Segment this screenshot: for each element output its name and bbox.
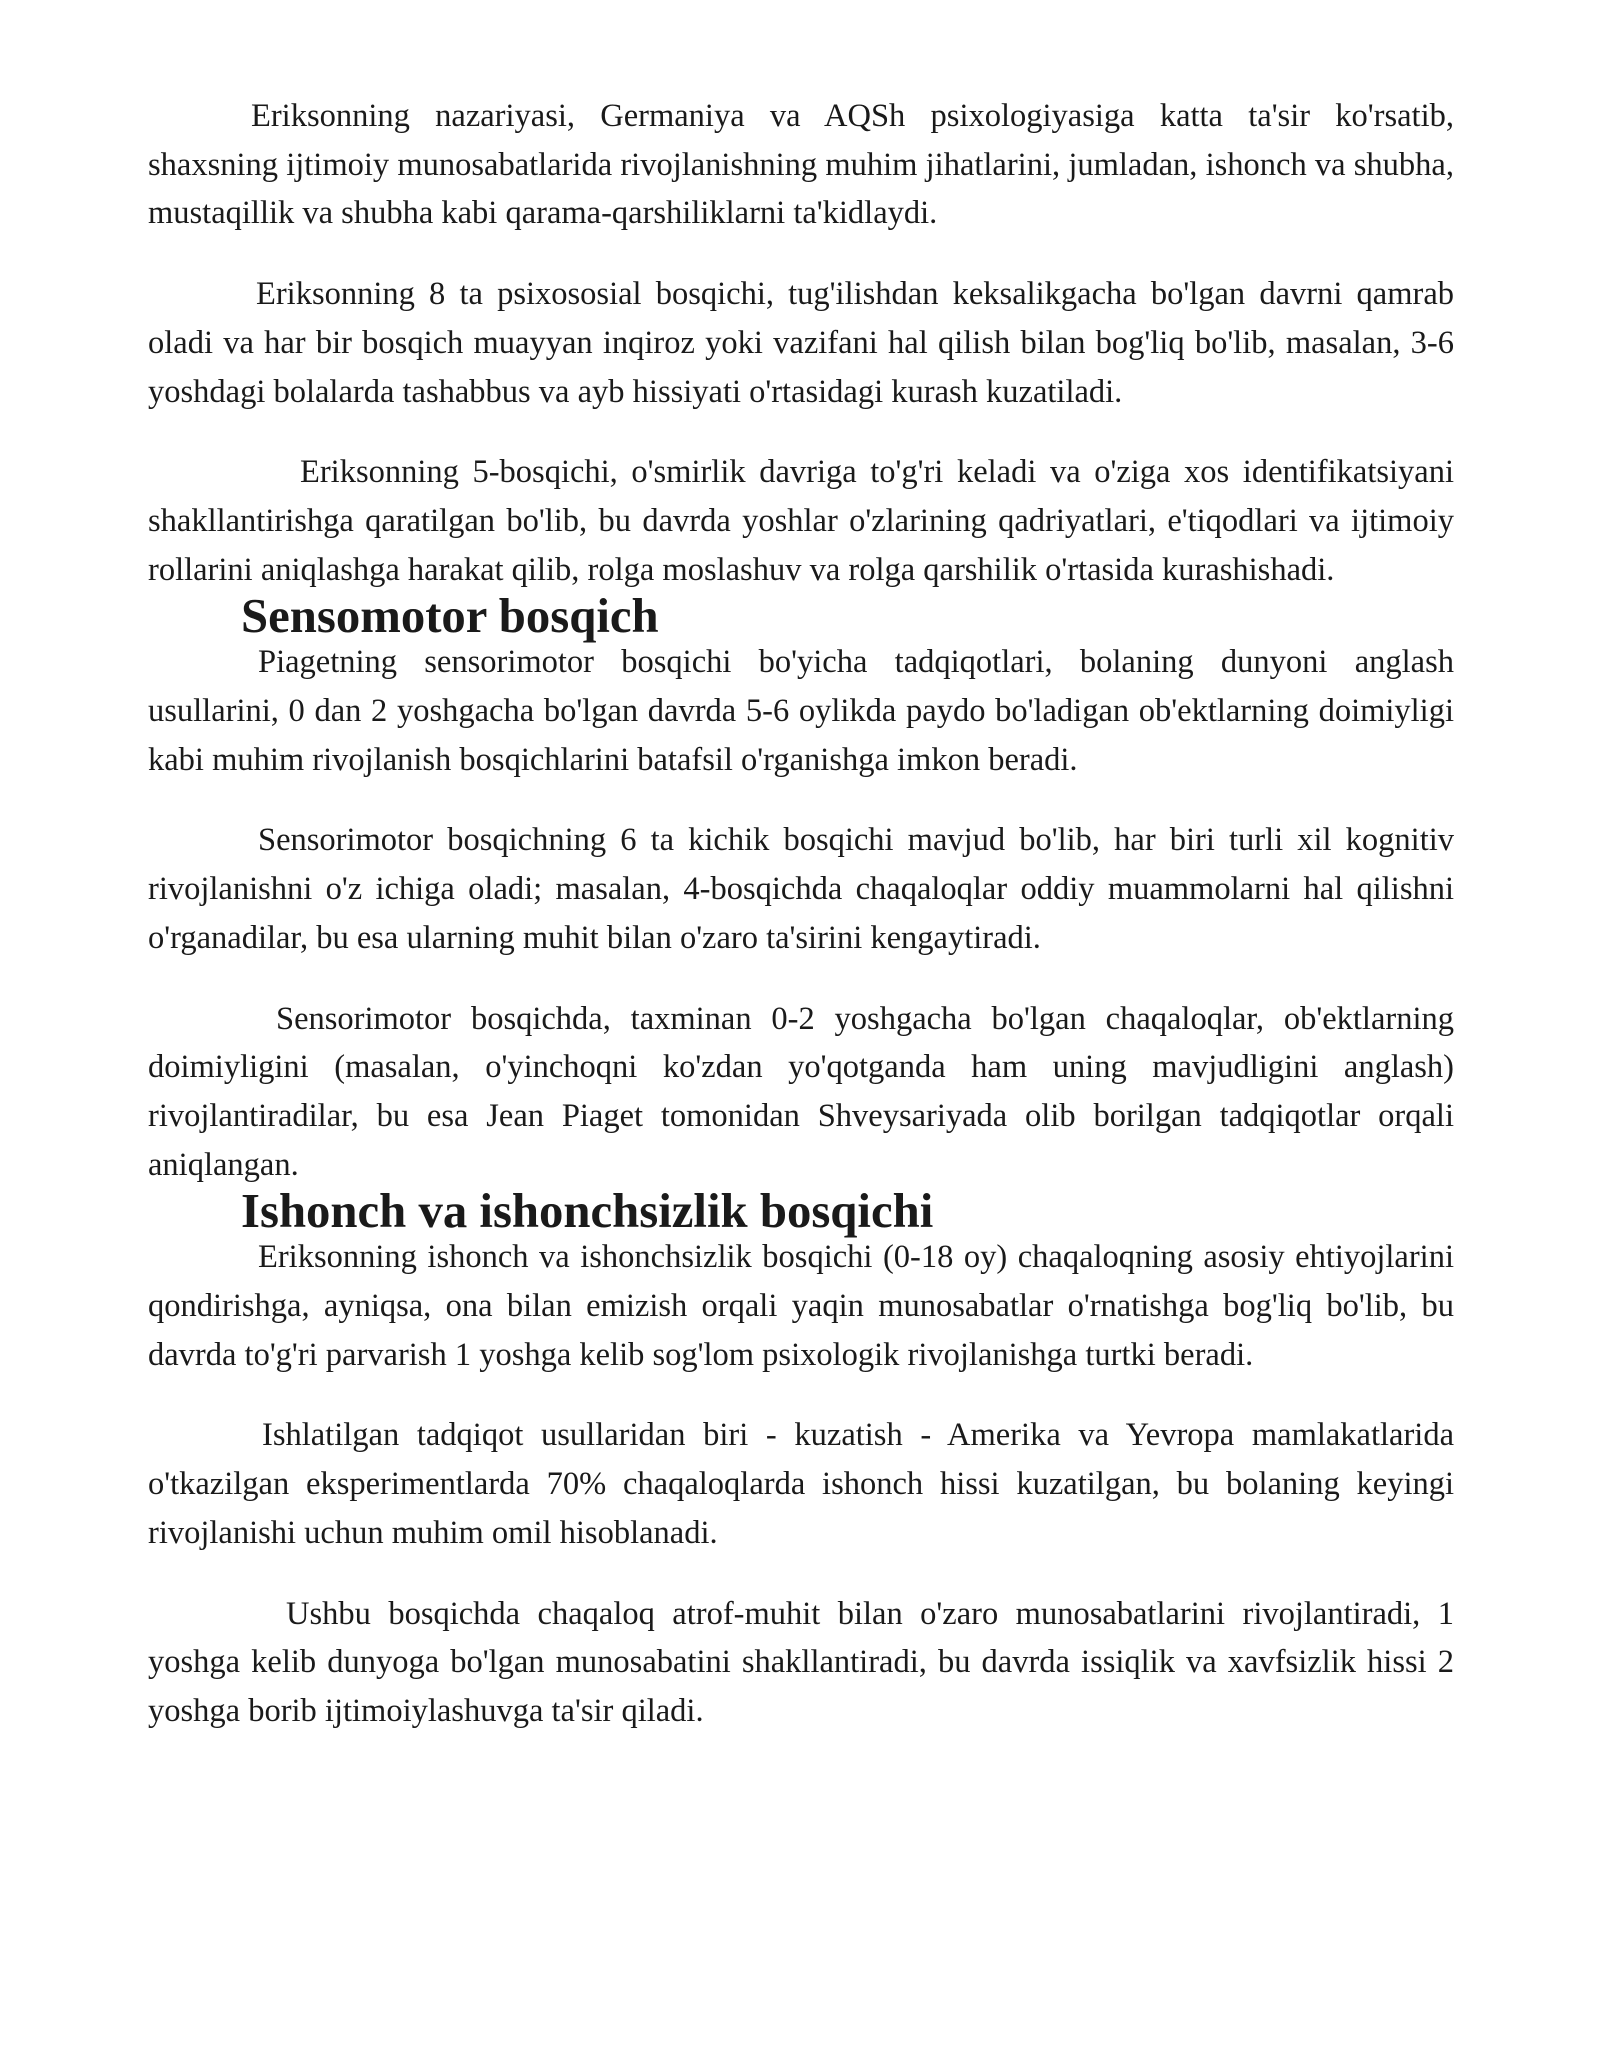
paragraph-erikson-theory: Eriksonning nazariyasi, Germaniya va AQSh psixologiyasiga katta ta'sir ko'rsatib, shaxsning ijtimoiy munosabatlarida rivojlanishning muhim jihatlarini, jumladan, ishonch va shubha, mustaqillik va shubha kabi qarama-qarshiliklarni ta'kidlaydi. <box>148 98 1454 232</box>
paragraph-environment-interaction: Ushbu bosqichda chaqaloq atrof-muhit bilan o'zaro munosabatlarini rivojlantiradi, 1 yoshga kelib dunyoga bo'lgan munosabatini shakllantiradi, bu davrda issiqlik va xavfsizlik hissi 2 yoshga borib ijtimoiylashuvga ta'sir qiladi. <box>148 1595 1454 1729</box>
paragraph-piaget-research: Piagetning sensorimotor bosqichi bo'yicha tadqiqotlari, bolaning dunyoni anglash usullarini, 0 dan 2 yoshgacha bo'lgan davrda 5-6 oylikda paydo bo'ladigan ob'ektlarning doimiyligi kabi muhim rivojlanish bosqichlarini batafsil o'rganishga imkon beradi. <box>148 644 1454 778</box>
heading-sensomotor: Sensomotor bosqich <box>241 589 659 644</box>
paragraph-erikson-stages: Eriksonning 8 ta psixososial bosqichi, tug'ilishdan keksalikgacha bo'lgan davrni qamrab oladi va har bir bosqich muayyan inqiroz yoki vazifani hal qilish bilan bog'liq bo'lib, masalan, 3-6 yoshdagi bolalarda tashabbus va ayb hissiyati o'rtasidagi kurash kuzatiladi. <box>148 276 1454 410</box>
document-page <box>148 92 1454 1736</box>
heading-ishonch: Ishonch va ishonchsizlik bosqichi <box>241 1184 934 1239</box>
paragraph-erikson-stage-5: Eriksonning 5-bosqichi, o'smirlik davriga to'g'ri keladi va o'ziga xos identifikatsiyani shakllantirishga qaratilgan bo'lib, bu davrda yoshlar o'zlarining qadriyatlari, e'tiqodlari va ijtimoiy rollarini aniqlashga harakat qilib, rolga moslashuv va rolga qarshilik o'rtasida kurashishadi. <box>148 454 1454 588</box>
paragraph-observation-method: Ishlatilgan tadqiqot usullaridan biri - kuzatish - Amerika va Yevropa mamlakatlarida o'tkazilgan eksperimentlarda 70% chaqaloqlarda ishonch hissi kuzatilgan, bu bolaning keyingi rivojlanishi uchun muhim omil hisoblanadi. <box>148 1417 1454 1551</box>
paragraph-object-permanence: Sensorimotor bosqichda, taxminan 0-2 yoshgacha bo'lgan chaqaloqlar, ob'ektlarning doimiyligini (masalan, o'yinchoqni ko'zdan yo'qotganda ham uning mavjudligini anglash) rivojlantiradilar, bu esa Jean Piaget tomonidan Shveysariyada olib borilgan tadqiqotlar orqali aniqlangan. <box>148 1000 1454 1183</box>
paragraph-trust-stage: Eriksonning ishonch va ishonchsizlik bosqichi (0-18 oy) chaqaloqning asosiy ehtiyojlarini qondirishga, ayniqsa, ona bilan emizish orqali yaqin munosabatlar o'rnatishga bog'liq bo'lib, bu davrda to'g'ri parvarish 1 yoshga kelib sog'lom psixologik rivojlanishga turtki beradi. <box>148 1239 1454 1373</box>
paragraph-sensorimotor-substages: Sensorimotor bosqichning 6 ta kichik bosqichi mavjud bo'lib, har biri turli xil kognitiv rivojlanishni o'z ichiga oladi; masalan, 4-bosqichda chaqaloqlar oddiy muammolarni hal qilishni o'rganadilar, bu esa ularning muhit bilan o'zaro ta'sirini kengaytiradi. <box>148 822 1454 956</box>
